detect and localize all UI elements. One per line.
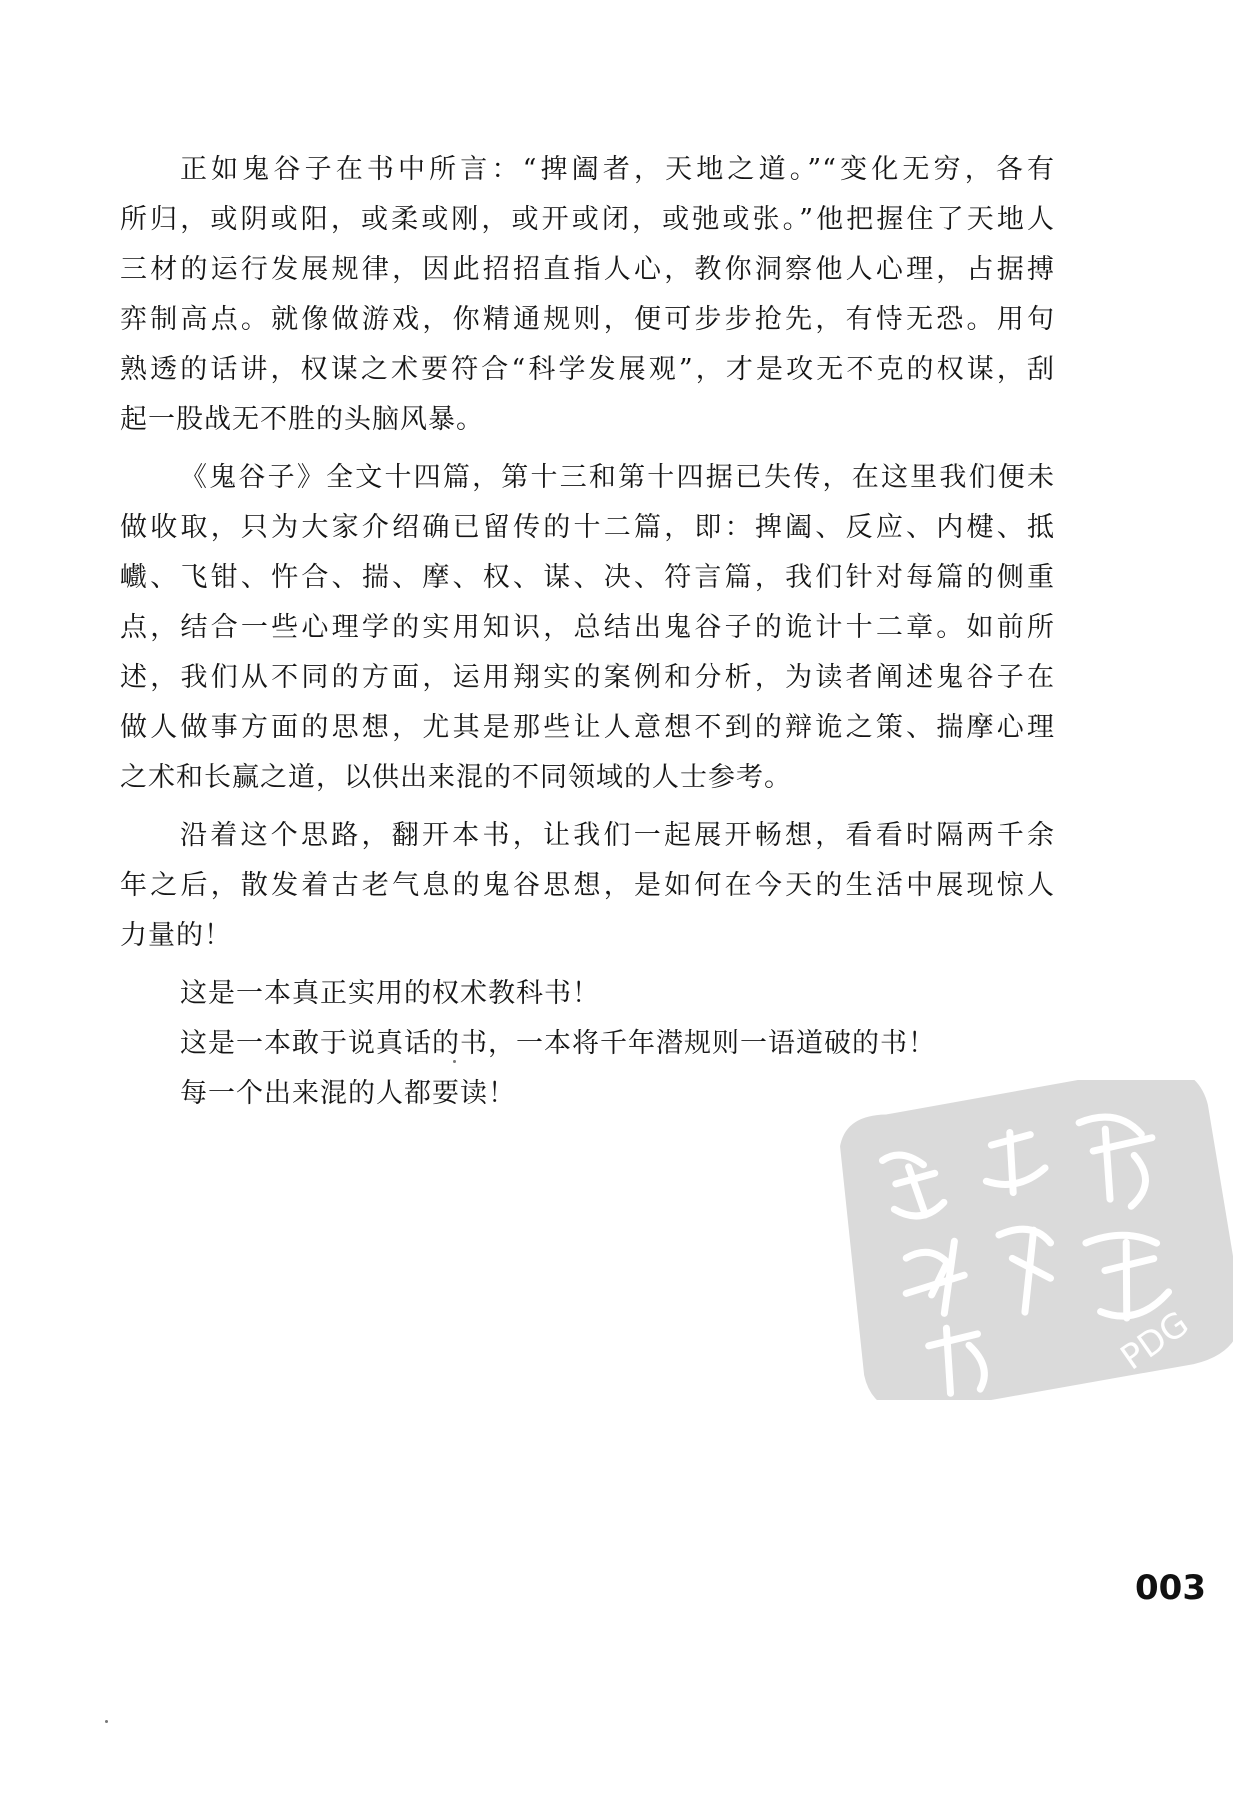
text-line: 这是一本敢于说真话的书，一本将千年潜规则一语道破的书！	[180, 1028, 936, 1059]
text-line: 点，结合一些心理学的实用知识，总结出鬼谷子的诡计十二章。如前所	[120, 612, 1055, 643]
text-line: 述，我们从不同的方面，运用翔实的案例和分析，为读者阐述鬼谷子在	[120, 662, 1055, 693]
text-line: 巇、飞钳、忤合、揣、摩、权、谋、决、符言篇，我们针对每篇的侧重	[120, 562, 1055, 593]
text-line: 熟透的话讲，权谋之术要符合“科学发展观”，才是攻无不克的权谋，刮	[120, 354, 1055, 385]
text-line: 弈制高点。就像做游戏，你精通规则，便可步步抢先，有恃无恐。用句	[120, 304, 1055, 335]
page-number: 003	[1135, 1568, 1206, 1608]
text-line: 《鬼谷子》全文十四篇，第十三和第十四据已失传，在这里我们便未	[180, 462, 1055, 493]
text-line: 年之后，散发着古老气息的鬼谷思想，是如何在今天的生活中展现惊人	[120, 870, 1055, 901]
text-line: 力量的！	[120, 920, 232, 951]
text-line: 沿着这个思路，翻开本书，让我们一起展开畅想，看看时隔两千余	[180, 820, 1055, 851]
text-line: 这是一本真正实用的权术教科书！	[180, 978, 600, 1009]
svg-text:PDG: PDG	[1113, 1303, 1197, 1379]
text-line: 之术和长赢之道，以供出来混的不同领域的人士参考。	[120, 762, 792, 793]
text-line: 做人做事方面的思想，尤其是那些让人意想不到的辩诡之策、揣摩心理	[120, 712, 1055, 743]
body-text	[120, 145, 1055, 1119]
text-line: 正如鬼谷子在书中所言：“捭阖者，天地之道。”“变化无穷，各有	[180, 154, 1055, 185]
text-line: 每一个出来混的人都要读！	[180, 1078, 516, 1109]
scan-speck	[105, 1720, 108, 1723]
text-line: 所归，或阴或阳，或柔或刚，或开或闭，或弛或张。”他把握住了天地人	[120, 204, 1055, 235]
scan-speck	[453, 1060, 456, 1063]
text-line: 三材的运行发展规律，因此招招直指人心，教你洞察他人心理，占据搏	[120, 254, 1055, 285]
text-line: 起一股战无不胜的头脑风暴。	[120, 404, 484, 435]
text-line: 做收取，只为大家介绍确已留传的十二篇，即：捭阖、反应、内楗、抵	[120, 512, 1055, 543]
seal-watermark	[835, 1080, 1233, 1400]
